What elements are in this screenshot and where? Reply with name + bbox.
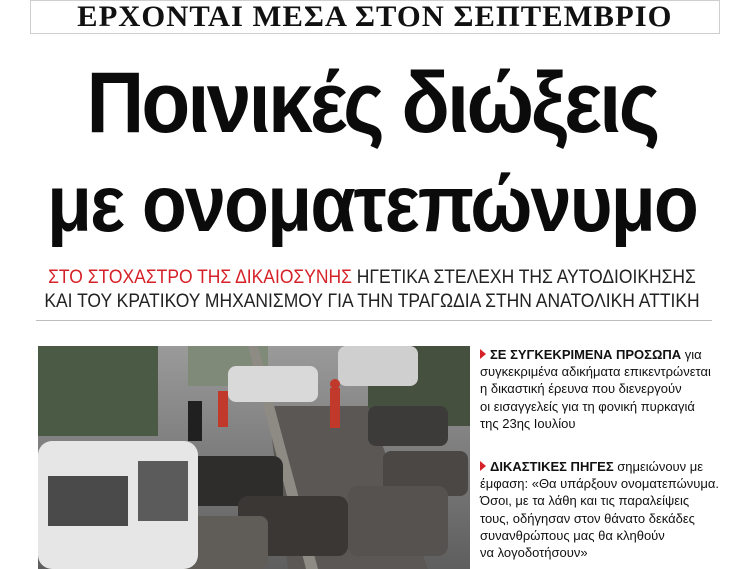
- section-2-line: συνανθρώπους μας θα κληθούν: [480, 527, 665, 543]
- section-1-line: για: [681, 347, 702, 362]
- section-1-line: της 23ης Ιουλίου: [480, 415, 576, 431]
- section-1-lead: ΣΕ ΣΥΓΚΕΚΡΙΜΕΝΑ ΠΡΟΣΩΠΑ: [490, 347, 682, 362]
- bullet-icon: [480, 349, 486, 359]
- divider: [36, 320, 712, 321]
- section-2: [480, 458, 719, 561]
- section-2-line: σημειώνουν με: [613, 459, 704, 474]
- section-2-lead: ΔΙΚΑΣΤΙΚΕΣ ΠΗΓΕΣ: [490, 459, 614, 474]
- deck-line-1: [30, 267, 714, 289]
- deck-accent: ΣΤΟ ΣΤΟΧΑΣΤΡΟ ΤΗΣ ΔΙΚΑΙΟΣΥΝΗΣ: [48, 267, 352, 288]
- section-2-line: να λογοδοτήσουν»: [480, 545, 588, 561]
- section-2-line: τους, οδήγησαν στον θάνατο δεκάδες: [480, 510, 695, 526]
- kicker-bar: [30, 0, 720, 34]
- section-1-line: η δικαστική έρευνα που διενεργούν: [480, 381, 682, 397]
- burned-cars-photo: [38, 346, 470, 569]
- deck-line-2: ΚΑΙ ΤΟΥ ΚΡΑΤΙΚΟΥ ΜΗΧΑΝΙΣΜΟΥ ΓΙΑ ΤΗΝ ΤΡΑΓΩΔΙΑ ΣΤΗΝ ΑΝΑΤΟΛΙΚΗ ΑΤΤΙΚΗ: [44, 291, 700, 312]
- section-1-line: οι εισαγγελείς για τη φονική πυρκαγιά: [480, 398, 695, 414]
- headline-line-2: με ονοματεπώνυμο: [46, 159, 698, 248]
- headline-line-1: Ποινικές διώξεις: [86, 55, 658, 151]
- section-1: [480, 346, 710, 432]
- section-2-line: Όσοι, με τα λάθη και τις παραλείψεις: [480, 493, 690, 509]
- kicker: ΕΡΧΟΝΤΑΙ ΜΕΣΑ ΣΤΟΝ ΣΕΠΤΕΜΒΡΙΟ: [77, 0, 673, 33]
- section-1-line: συγκεκριμένα αδικήματα επικεντρώνεται: [480, 364, 711, 380]
- bullet-icon: [480, 461, 486, 471]
- deck-line-1-rest: ΗΓΕΤΙΚΑ ΣΤΕΛΕΧΗ ΤΗΣ ΑΥΤΟΔΙΟΙΚΗΣΗΣ: [351, 267, 696, 288]
- section-2-line: έμφαση: «Θα υπάρξουν ονοματεπώνυμα.: [480, 476, 719, 492]
